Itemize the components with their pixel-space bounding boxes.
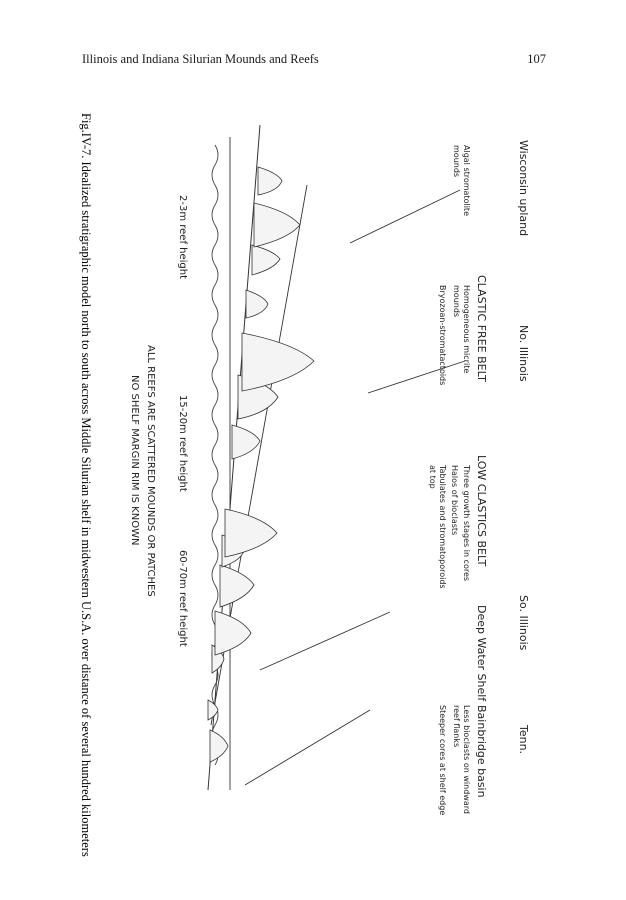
note-bryozoan: Bryozoan-stromatactoids (438, 285, 447, 386)
reef-height-large: 60-70m reef height (177, 550, 188, 647)
note-tabulates-1: Tabulates and stromatoporoids (438, 465, 447, 589)
belt-clastic-free: CLASTIC FREE BELT (475, 275, 488, 382)
summary-line-1: ALL REEFS ARE SCATTERED MOUNDS OR PATCHES (145, 345, 156, 597)
page-number: 107 (527, 52, 546, 66)
reef-height-medium: 15-20m reef height (177, 395, 188, 492)
note-algal-2: mounds (452, 145, 461, 178)
note-tabulates-2: at top (428, 465, 437, 489)
belt-low-clastics: LOW CLASTICS BELT (475, 455, 488, 567)
note-less-bioclasts-2: reef flanks (452, 705, 461, 748)
note-steeper-cores: Steeper cores at shelf edge (438, 705, 447, 816)
region-northern-illinois: No. Illinois (517, 325, 530, 382)
note-halos: Halos of bioclasts (450, 465, 459, 536)
note-less-bioclasts-1: Less bioclasts on windward (462, 705, 471, 814)
reef-height-small: 2-3m reef height (177, 195, 188, 280)
belt-deep-water-shelf: Deep Water Shelf (475, 605, 488, 702)
belt-bainbridge-basin: Bainbridge basin (475, 705, 488, 798)
note-three-growth: Three growth stages in cores (462, 465, 471, 582)
figure-caption: Fig.IV-7. Idealized stratigraphic model north to south across Middle Silurian shelf in midwestern U.S.A. over distance of several hundred kilometers (79, 113, 93, 857)
region-tennessee: Tenn. (517, 725, 530, 755)
note-homogeneous-1: Homogeneous micrite (462, 285, 471, 374)
note-algal-1: Algal stromatolite (462, 145, 471, 216)
diagram-group (79, 113, 530, 857)
note-homogeneous-2: mounds (452, 285, 461, 318)
summary-line-2: NO SHELF MARGIN RIM IS KNOWN (129, 375, 140, 546)
region-southern-illinois: So. Illinois (517, 595, 530, 651)
reef-mounds (208, 167, 314, 762)
region-wisconsin: Wisconsin upland (517, 140, 530, 237)
running-title: Illinois and Indiana Silurian Mounds and Reefs (82, 52, 319, 66)
